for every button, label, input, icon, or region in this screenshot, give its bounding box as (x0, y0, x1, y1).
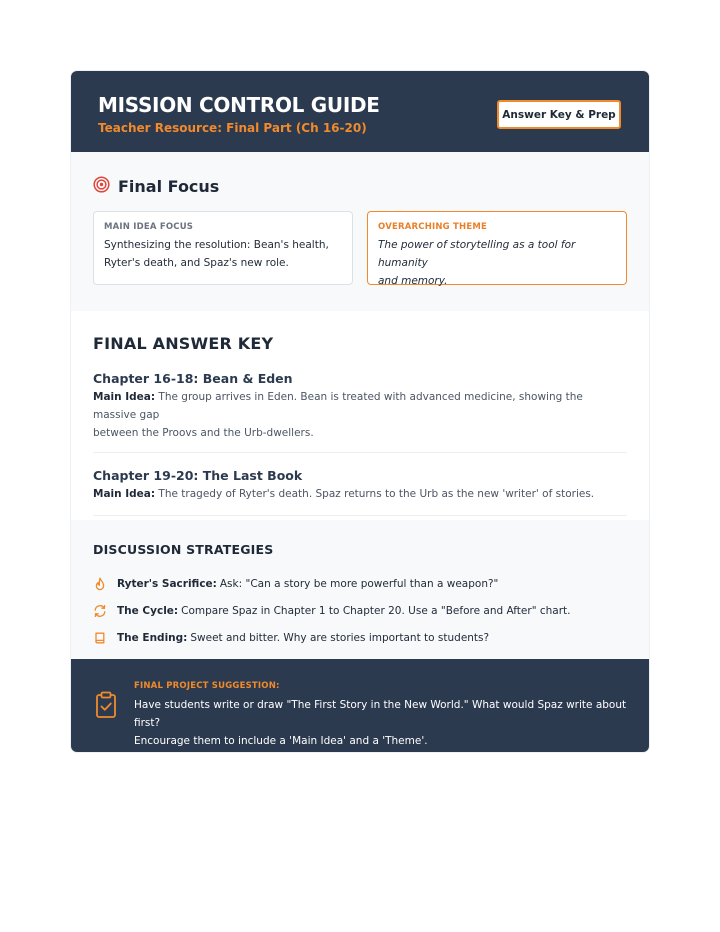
chapter-title: Chapter 16-18: Bean & Eden (93, 371, 293, 386)
strategy-text: Compare Spaz in Chapter 1 to Chapter 20. Use a "Before and After" chart. (181, 604, 571, 617)
theme-label: OVERARCHING THEME (378, 222, 487, 232)
header (71, 71, 649, 152)
page-title: MISSION CONTROL GUIDE (98, 93, 380, 117)
clipboard-check-icon (95, 691, 117, 723)
strategy-label: The Ending: (117, 631, 188, 644)
target-icon (93, 176, 110, 197)
focus-boxes (93, 211, 627, 285)
final-project-line: Have students write or draw "The First Story in the New World." What would Spaz write about first? (134, 699, 627, 729)
theme-box (367, 211, 627, 285)
strategy-text: Ask: "Can a story be more powerful than a weapon?" (219, 577, 499, 590)
answer-key-section (71, 311, 649, 520)
main-idea-label: Main Idea: (93, 488, 156, 500)
answer-key-title: FINAL ANSWER KEY (93, 334, 274, 353)
list-item (93, 570, 627, 597)
flame-icon (93, 577, 107, 591)
discussion-list (93, 570, 627, 651)
answer-key-badge[interactable]: Answer Key & Prep (497, 100, 621, 129)
strategy-text: Sweet and bitter. Why are stories important to students? (190, 631, 490, 644)
final-project-text (134, 696, 649, 750)
chapter-text: between the Proovs and the Urb-dwellers. (93, 427, 314, 439)
focus-heading (93, 176, 627, 197)
guide-card (71, 71, 649, 752)
theme-line: and memory. (378, 275, 448, 287)
list-item (93, 624, 627, 651)
chapter-block (93, 468, 627, 516)
main-idea-label: Main Idea: (93, 391, 156, 403)
chapter-body (93, 388, 627, 442)
cycle-icon (93, 604, 107, 618)
theme-line: The power of storytelling as a tool for humanity (378, 239, 576, 269)
final-project-footer (71, 659, 649, 752)
chapter-text: The group arrives in Eden. Bean is treated with advanced medicine, showing the massive gap (93, 391, 583, 421)
chapter-text: The tragedy of Ryter's death. Spaz returns to the Urb as the new 'writer' of stories. (155, 488, 595, 500)
discussion-section (71, 520, 649, 659)
theme-text (378, 236, 616, 290)
main-idea-text (104, 236, 342, 272)
final-focus-section (71, 152, 649, 311)
book-icon (93, 631, 107, 645)
strategy-label: The Cycle: (117, 604, 179, 617)
final-project-label: FINAL PROJECT SUGGESTION: (134, 681, 280, 691)
discussion-title: DISCUSSION STRATEGIES (93, 542, 274, 557)
main-idea-box (93, 211, 353, 285)
final-project-line: Encourage them to include a 'Main Idea' and a 'Theme'. (134, 735, 428, 747)
chapter-title: Chapter 19-20: The Last Book (93, 468, 303, 483)
page-subtitle: Teacher Resource: Final Part (Ch 16-20) (98, 121, 367, 135)
focus-title: Final Focus (118, 177, 220, 196)
main-idea-line: Synthesizing the resolution: Bean's health, (104, 239, 329, 251)
main-idea-label: MAIN IDEA FOCUS (104, 222, 194, 232)
chapter-block (93, 371, 627, 453)
chapter-body (93, 485, 627, 503)
list-item (93, 597, 627, 624)
main-idea-line: Ryter's death, and Spaz's new role. (104, 257, 289, 269)
strategy-label: Ryter's Sacrifice: (117, 577, 217, 590)
